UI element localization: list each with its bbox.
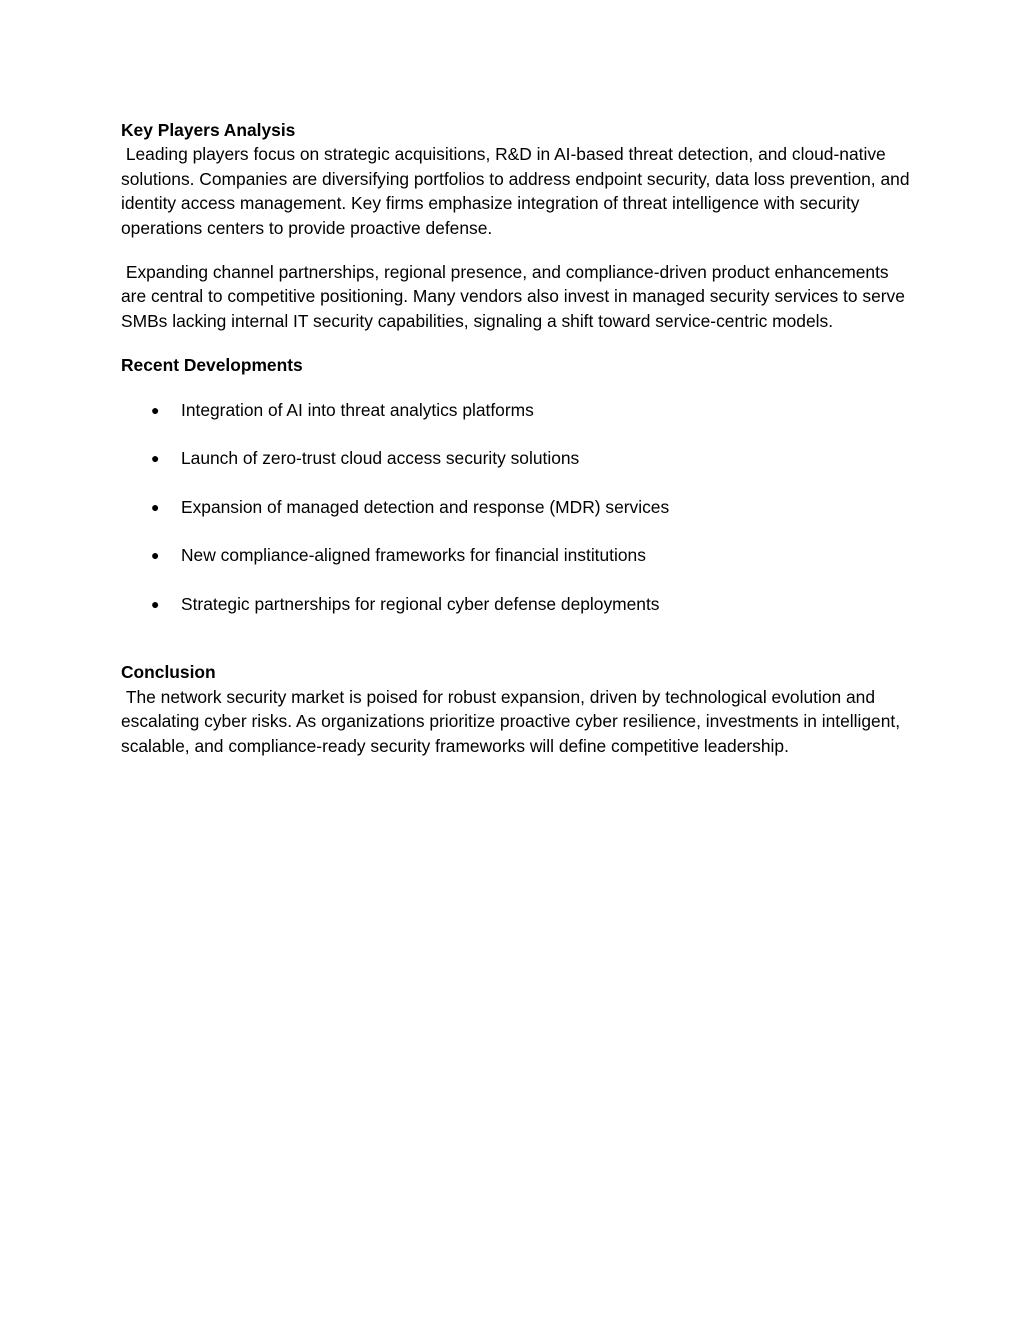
list-item: [121, 398, 911, 422]
bullet-icon: ●: [151, 401, 160, 418]
list-item-text: Integration of AI into threat analytics platforms: [181, 399, 534, 420]
document-page: [121, 118, 915, 758]
bullet-icon: ●: [151, 596, 160, 613]
key-players-heading: Key Players Analysis: [121, 120, 296, 140]
recent-developments-heading: Recent Developments: [121, 355, 303, 376]
recent-developments-list: [121, 398, 911, 617]
list-item-text: Strategic partnerships for regional cyber defense deployments: [181, 594, 660, 615]
list-item: [121, 446, 911, 470]
bullet-icon: ●: [151, 547, 160, 564]
key-players-paragraph-2: Expanding channel partnerships, regional presence, and compliance-driven product enhancements are central to competitive positioning. Many vendors also invest in managed security services to serve SMBs lacking internal IT security capabilities, signaling a shift toward service-centric models.: [121, 262, 910, 331]
list-item-text: Launch of zero-trust cloud access security solutions: [181, 448, 580, 469]
key-players-paragraph-1: Leading players focus on strategic acquisitions, R&D in AI-based threat detection, and cloud-native solutions. Companies are diversifying portfolios to address endpoint security, data loss prevention, and identity access management. Key firms emphasize integration of threat intelligence with security operations centers to provide proactive defense.: [121, 144, 915, 238]
list-item: [121, 543, 911, 567]
conclusion-paragraph: The network security market is poised for robust expansion, driven by technological evolution and escalating cyber risks. As organizations prioritize proactive cyber resilience, investments in intelligent, scalable, and compliance-ready security frameworks will define competitive leadership.: [121, 686, 905, 756]
bullet-icon: ●: [151, 498, 160, 515]
list-item: [121, 592, 911, 616]
list-item-text: Expansion of managed detection and response (MDR) services: [181, 496, 670, 517]
list-item-text: New compliance-aligned frameworks for financial institutions: [181, 545, 646, 566]
bullet-icon: ●: [151, 450, 160, 467]
list-item: [121, 495, 911, 519]
conclusion-heading: Conclusion: [121, 662, 216, 683]
